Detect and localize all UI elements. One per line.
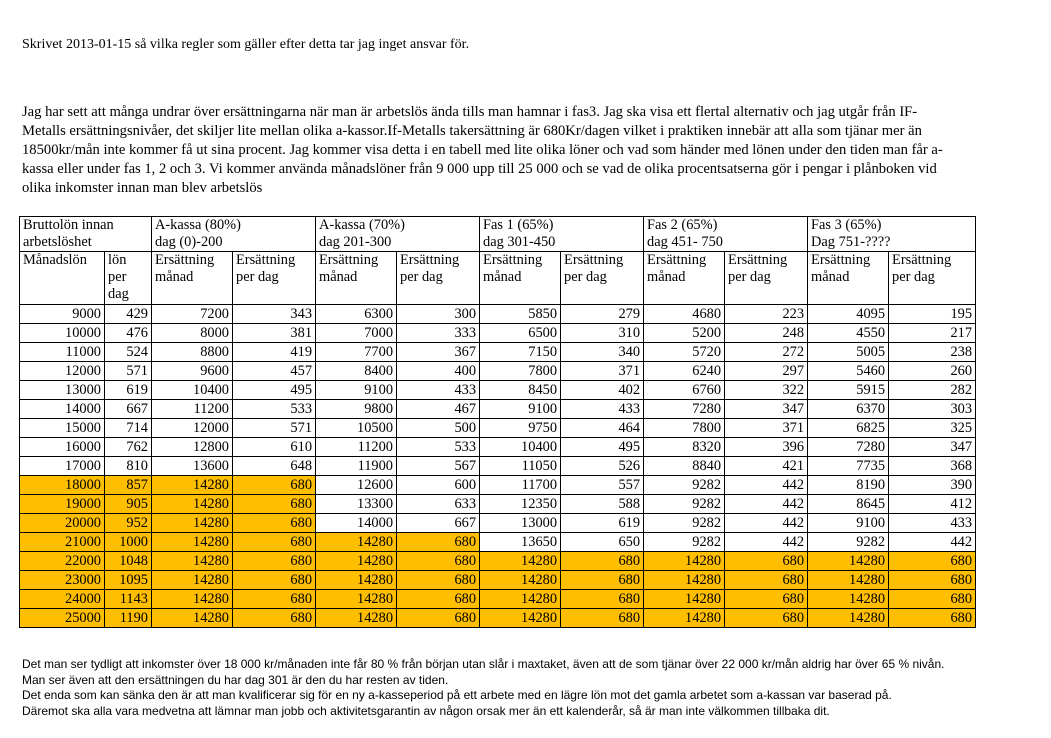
table-cell: 680 bbox=[561, 609, 644, 628]
table-row bbox=[20, 476, 976, 495]
table-cell: 680 bbox=[233, 590, 316, 609]
table-cell: 476 bbox=[105, 324, 152, 343]
table-row bbox=[20, 362, 976, 381]
table-cell: 8450 bbox=[480, 381, 561, 400]
table-cell: 714 bbox=[105, 419, 152, 438]
table-cell: 14280 bbox=[480, 552, 561, 571]
table-cell: 7000 bbox=[316, 324, 397, 343]
table-cell: 14280 bbox=[152, 609, 233, 628]
table-cell: 14280 bbox=[152, 495, 233, 514]
table-cell: 619 bbox=[105, 381, 152, 400]
table-cell: 14280 bbox=[152, 571, 233, 590]
column-header: Ersättning månad bbox=[480, 252, 561, 305]
table-cell: 19000 bbox=[20, 495, 105, 514]
table-cell: 8400 bbox=[316, 362, 397, 381]
table-cell: 680 bbox=[725, 571, 808, 590]
table-cell: 8645 bbox=[808, 495, 889, 514]
column-header: Ersättning månad bbox=[152, 252, 233, 305]
table-row bbox=[20, 305, 976, 324]
group-header-fas-3: Fas 3 (65%) Dag 751-???? bbox=[808, 217, 976, 252]
table-cell: 433 bbox=[397, 381, 480, 400]
table-cell: 533 bbox=[397, 438, 480, 457]
table-cell: 10000 bbox=[20, 324, 105, 343]
table-cell: 442 bbox=[725, 476, 808, 495]
table-cell: 14280 bbox=[644, 609, 725, 628]
table-cell: 10400 bbox=[480, 438, 561, 457]
table-cell: 7280 bbox=[808, 438, 889, 457]
table-cell: 680 bbox=[397, 533, 480, 552]
table-cell: 9600 bbox=[152, 362, 233, 381]
column-header: Ersättning månad bbox=[808, 252, 889, 305]
table-cell: 680 bbox=[889, 590, 976, 609]
column-header: Ersättning per dag bbox=[561, 252, 644, 305]
table-cell: 442 bbox=[725, 514, 808, 533]
table-cell: 7700 bbox=[316, 343, 397, 362]
table-cell: 381 bbox=[233, 324, 316, 343]
table-cell: 442 bbox=[889, 533, 976, 552]
table-cell: 13650 bbox=[480, 533, 561, 552]
footer-line: Det man ser tydligt att inkomster över 18 000 kr/månaden inte får 80 % från början utan slår i maxtaket, även att de som tjänar över 22 000 kr/mån aldrig har över 65 % nivån. bbox=[22, 657, 945, 671]
table-cell: 433 bbox=[889, 514, 976, 533]
column-header: Ersättning månad bbox=[316, 252, 397, 305]
group-header-salary: Bruttolön innan arbetslöshet bbox=[20, 217, 152, 252]
column-header: Ersättning per dag bbox=[889, 252, 976, 305]
table-cell: 343 bbox=[233, 305, 316, 324]
table-cell: 9750 bbox=[480, 419, 561, 438]
table-row bbox=[20, 324, 976, 343]
table-cell: 21000 bbox=[20, 533, 105, 552]
table-cell: 6300 bbox=[316, 305, 397, 324]
table-cell: 14000 bbox=[316, 514, 397, 533]
table-cell: 810 bbox=[105, 457, 152, 476]
table-cell: 5005 bbox=[808, 343, 889, 362]
table-cell: 371 bbox=[561, 362, 644, 381]
table-cell: 442 bbox=[725, 533, 808, 552]
table-cell: 433 bbox=[561, 400, 644, 419]
table-cell: 495 bbox=[561, 438, 644, 457]
table-cell: 8320 bbox=[644, 438, 725, 457]
table-cell: 223 bbox=[725, 305, 808, 324]
table-cell: 340 bbox=[561, 343, 644, 362]
table-row bbox=[20, 552, 976, 571]
group-header-fas-1: Fas 1 (65%) dag 301-450 bbox=[480, 217, 644, 252]
table-cell: 23000 bbox=[20, 571, 105, 590]
table-cell: 24000 bbox=[20, 590, 105, 609]
table-cell: 20000 bbox=[20, 514, 105, 533]
table-cell: 442 bbox=[725, 495, 808, 514]
table-cell: 8800 bbox=[152, 343, 233, 362]
table-cell: 464 bbox=[561, 419, 644, 438]
table-cell: 4550 bbox=[808, 324, 889, 343]
table-cell: 5200 bbox=[644, 324, 725, 343]
table-row bbox=[20, 533, 976, 552]
table-cell: 1000 bbox=[105, 533, 152, 552]
table-cell: 390 bbox=[889, 476, 976, 495]
table-cell: 368 bbox=[889, 457, 976, 476]
table-cell: 303 bbox=[889, 400, 976, 419]
table-cell: 14280 bbox=[152, 476, 233, 495]
table-cell: 15000 bbox=[20, 419, 105, 438]
table-cell: 7800 bbox=[480, 362, 561, 381]
table-cell: 557 bbox=[561, 476, 644, 495]
table-row bbox=[20, 495, 976, 514]
table-cell: 600 bbox=[397, 476, 480, 495]
table-cell: 279 bbox=[561, 305, 644, 324]
table-cell: 11200 bbox=[316, 438, 397, 457]
table-cell: 648 bbox=[233, 457, 316, 476]
table-cell: 680 bbox=[233, 533, 316, 552]
table-cell: 680 bbox=[397, 571, 480, 590]
table-row bbox=[20, 457, 976, 476]
table-cell: 1143 bbox=[105, 590, 152, 609]
table-cell: 421 bbox=[725, 457, 808, 476]
table-cell: 619 bbox=[561, 514, 644, 533]
table-cell: 7800 bbox=[644, 419, 725, 438]
table-cell: 571 bbox=[233, 419, 316, 438]
table-cell: 9100 bbox=[316, 381, 397, 400]
table-cell: 680 bbox=[233, 476, 316, 495]
table-cell: 11700 bbox=[480, 476, 561, 495]
column-header: Ersättning månad bbox=[644, 252, 725, 305]
table-cell: 297 bbox=[725, 362, 808, 381]
table-cell: 347 bbox=[725, 400, 808, 419]
table-cell: 762 bbox=[105, 438, 152, 457]
table-cell: 325 bbox=[889, 419, 976, 438]
table-cell: 650 bbox=[561, 533, 644, 552]
intro-paragraph bbox=[22, 103, 1042, 198]
table-cell: 14280 bbox=[808, 609, 889, 628]
table-cell: 282 bbox=[889, 381, 976, 400]
table-cell: 18000 bbox=[20, 476, 105, 495]
table-cell: 260 bbox=[889, 362, 976, 381]
table-cell: 680 bbox=[233, 552, 316, 571]
table-row bbox=[20, 381, 976, 400]
table-cell: 13000 bbox=[480, 514, 561, 533]
table-cell: 14280 bbox=[316, 552, 397, 571]
table-cell: 13000 bbox=[20, 381, 105, 400]
table-cell: 10400 bbox=[152, 381, 233, 400]
table-cell: 14280 bbox=[316, 533, 397, 552]
table-cell: 1048 bbox=[105, 552, 152, 571]
table-cell: 9000 bbox=[20, 305, 105, 324]
table-cell: 6825 bbox=[808, 419, 889, 438]
table-cell: 9800 bbox=[316, 400, 397, 419]
table-cell: 457 bbox=[233, 362, 316, 381]
table-cell: 347 bbox=[889, 438, 976, 457]
table-cell: 680 bbox=[725, 609, 808, 628]
table-cell: 567 bbox=[397, 457, 480, 476]
table-cell: 12350 bbox=[480, 495, 561, 514]
table-cell: 10500 bbox=[316, 419, 397, 438]
table-cell: 952 bbox=[105, 514, 152, 533]
table-cell: 857 bbox=[105, 476, 152, 495]
intro-line: 18500kr/mån inte kommer få ut sina procent. Jag kommer visa detta i en tabell med lite olika löner och vad som händer med lönen under den tiden man får a- bbox=[22, 142, 943, 158]
table-cell: 11900 bbox=[316, 457, 397, 476]
table-cell: 680 bbox=[233, 495, 316, 514]
table-cell: 400 bbox=[397, 362, 480, 381]
table-cell: 14280 bbox=[480, 609, 561, 628]
column-header: Ersättning per dag bbox=[397, 252, 480, 305]
table-row bbox=[20, 343, 976, 362]
intro-line: kassa eller under fas 1, 2 och 3. Vi kommer använda månadslöner från 9 000 upp till 25 000 och se vad de olika procentsatserna gör i pengar i plånboken vid bbox=[22, 161, 937, 177]
table-cell: 13600 bbox=[152, 457, 233, 476]
table-cell: 680 bbox=[561, 590, 644, 609]
table-cell: 680 bbox=[561, 552, 644, 571]
table-row bbox=[20, 571, 976, 590]
header-note: Skrivet 2013-01-15 så vilka regler som gäller efter detta tar jag inget ansvar för. bbox=[22, 37, 470, 52]
table-cell: 14280 bbox=[480, 571, 561, 590]
table-cell: 11200 bbox=[152, 400, 233, 419]
table-cell: 495 bbox=[233, 381, 316, 400]
table-cell: 419 bbox=[233, 343, 316, 362]
table-cell: 7150 bbox=[480, 343, 561, 362]
table-cell: 14280 bbox=[152, 514, 233, 533]
table-cell: 6760 bbox=[644, 381, 725, 400]
table-cell: 680 bbox=[233, 571, 316, 590]
table-cell: 680 bbox=[397, 590, 480, 609]
table-cell: 610 bbox=[233, 438, 316, 457]
table-cell: 680 bbox=[725, 552, 808, 571]
footer-notes bbox=[22, 657, 1047, 719]
table-cell: 5915 bbox=[808, 381, 889, 400]
compensation-table bbox=[19, 216, 976, 628]
table-cell: 322 bbox=[725, 381, 808, 400]
table-cell: 526 bbox=[561, 457, 644, 476]
intro-line: Jag har sett att många undrar över ersättningarna när man är arbetslös ända tills man hamnar i fas3. Jag ska visa ett flertal alternativ och jag utgår från IF- bbox=[22, 104, 918, 120]
table-cell: 8840 bbox=[644, 457, 725, 476]
table-cell: 12600 bbox=[316, 476, 397, 495]
table-cell: 7280 bbox=[644, 400, 725, 419]
table-cell: 14280 bbox=[808, 571, 889, 590]
table-cell: 14280 bbox=[316, 571, 397, 590]
table-cell: 14280 bbox=[316, 590, 397, 609]
table-cell: 14280 bbox=[644, 571, 725, 590]
table-cell: 680 bbox=[397, 552, 480, 571]
table-cell: 238 bbox=[889, 343, 976, 362]
table-cell: 300 bbox=[397, 305, 480, 324]
table-row bbox=[20, 590, 976, 609]
table-cell: 7735 bbox=[808, 457, 889, 476]
footer-line: Det enda som kan sänka den är att man kvalificerar sig för en ny a-kasseperiod på ett arbete med en lägre lön mot det gamla arbetet som a-kassan var baserad på. bbox=[22, 688, 892, 703]
table-row bbox=[20, 419, 976, 438]
group-header-row bbox=[20, 217, 976, 252]
table-cell: 680 bbox=[233, 514, 316, 533]
group-header-akassa-70: A-kassa (70%) dag 201-300 bbox=[316, 217, 480, 252]
table-cell: 680 bbox=[233, 609, 316, 628]
table-cell: 8000 bbox=[152, 324, 233, 343]
table-cell: 248 bbox=[725, 324, 808, 343]
table-cell: 571 bbox=[105, 362, 152, 381]
column-header-row bbox=[20, 252, 976, 305]
table-cell: 11050 bbox=[480, 457, 561, 476]
table-cell: 5850 bbox=[480, 305, 561, 324]
footer-line: Man ser även att den ersättningen du har dag 301 är den du har resten av tiden. bbox=[22, 672, 449, 687]
table-cell: 17000 bbox=[20, 457, 105, 476]
table-cell: 12800 bbox=[152, 438, 233, 457]
table-cell: 7200 bbox=[152, 305, 233, 324]
table-cell: 680 bbox=[889, 552, 976, 571]
table-cell: 14280 bbox=[644, 552, 725, 571]
table-cell: 14280 bbox=[480, 590, 561, 609]
table-cell: 429 bbox=[105, 305, 152, 324]
table-cell: 11000 bbox=[20, 343, 105, 362]
table-cell: 9282 bbox=[644, 476, 725, 495]
table-cell: 467 bbox=[397, 400, 480, 419]
intro-line: olika inkomster innan man blev arbetslös bbox=[22, 180, 263, 196]
table-cell: 4680 bbox=[644, 305, 725, 324]
table-cell: 680 bbox=[397, 609, 480, 628]
table-cell: 14280 bbox=[152, 590, 233, 609]
column-header: Ersättning per dag bbox=[233, 252, 316, 305]
table-cell: 14280 bbox=[808, 552, 889, 571]
group-header-fas-2: Fas 2 (65%) dag 451- 750 bbox=[644, 217, 808, 252]
table-cell: 310 bbox=[561, 324, 644, 343]
table-cell: 9100 bbox=[480, 400, 561, 419]
table-cell: 9282 bbox=[644, 533, 725, 552]
table-cell: 524 bbox=[105, 343, 152, 362]
table-cell: 6240 bbox=[644, 362, 725, 381]
table-cell: 588 bbox=[561, 495, 644, 514]
table-cell: 367 bbox=[397, 343, 480, 362]
table-cell: 680 bbox=[725, 590, 808, 609]
table-cell: 9282 bbox=[644, 514, 725, 533]
table-cell: 272 bbox=[725, 343, 808, 362]
table-cell: 12000 bbox=[152, 419, 233, 438]
table-cell: 396 bbox=[725, 438, 808, 457]
table-cell: 25000 bbox=[20, 609, 105, 628]
table-cell: 195 bbox=[889, 305, 976, 324]
table-cell: 680 bbox=[561, 571, 644, 590]
table-cell: 1095 bbox=[105, 571, 152, 590]
table-cell: 500 bbox=[397, 419, 480, 438]
table-cell: 680 bbox=[889, 609, 976, 628]
table-cell: 14000 bbox=[20, 400, 105, 419]
table-cell: 1190 bbox=[105, 609, 152, 628]
table-cell: 5460 bbox=[808, 362, 889, 381]
table-cell: 22000 bbox=[20, 552, 105, 571]
table-row bbox=[20, 400, 976, 419]
table-cell: 633 bbox=[397, 495, 480, 514]
table-cell: 8190 bbox=[808, 476, 889, 495]
table-cell: 905 bbox=[105, 495, 152, 514]
table-cell: 9100 bbox=[808, 514, 889, 533]
table-cell: 333 bbox=[397, 324, 480, 343]
table-cell: 14280 bbox=[316, 609, 397, 628]
table-cell: 5720 bbox=[644, 343, 725, 362]
table-cell: 14280 bbox=[152, 552, 233, 571]
table-cell: 533 bbox=[233, 400, 316, 419]
table-row bbox=[20, 609, 976, 628]
table-cell: 680 bbox=[889, 571, 976, 590]
table-cell: 217 bbox=[889, 324, 976, 343]
table-cell: 6370 bbox=[808, 400, 889, 419]
column-header: lön per dag bbox=[105, 252, 152, 305]
table-cell: 402 bbox=[561, 381, 644, 400]
table-cell: 371 bbox=[725, 419, 808, 438]
table-cell: 14280 bbox=[644, 590, 725, 609]
intro-line: Metalls ersättningsnivåer, det skiljer lite mellan olika a-kassor.If-Metalls takersättning är 680Kr/dagen vilket i praktiken innebär att alla som tjänar mer än bbox=[22, 123, 922, 139]
table-row bbox=[20, 438, 976, 457]
table-cell: 4095 bbox=[808, 305, 889, 324]
table-cell: 412 bbox=[889, 495, 976, 514]
column-header: Ersättning per dag bbox=[725, 252, 808, 305]
table-cell: 13300 bbox=[316, 495, 397, 514]
table-cell: 14280 bbox=[808, 590, 889, 609]
table-cell: 14280 bbox=[152, 533, 233, 552]
table-cell: 16000 bbox=[20, 438, 105, 457]
table-cell: 667 bbox=[397, 514, 480, 533]
column-header: Månadslön bbox=[20, 252, 105, 305]
table-row bbox=[20, 514, 976, 533]
table-cell: 9282 bbox=[644, 495, 725, 514]
table-cell: 667 bbox=[105, 400, 152, 419]
table-cell: 12000 bbox=[20, 362, 105, 381]
footer-line: Däremot ska alla vara medvetna att lämnar man jobb och aktivitetsgarantin av någon orsak mer än ett kalenderår, så är man inte välkommen tillbaka dit. bbox=[22, 703, 830, 718]
group-header-akassa-80: A-kassa (80%) dag (0)-200 bbox=[152, 217, 316, 252]
table-cell: 6500 bbox=[480, 324, 561, 343]
table-cell: 9282 bbox=[808, 533, 889, 552]
